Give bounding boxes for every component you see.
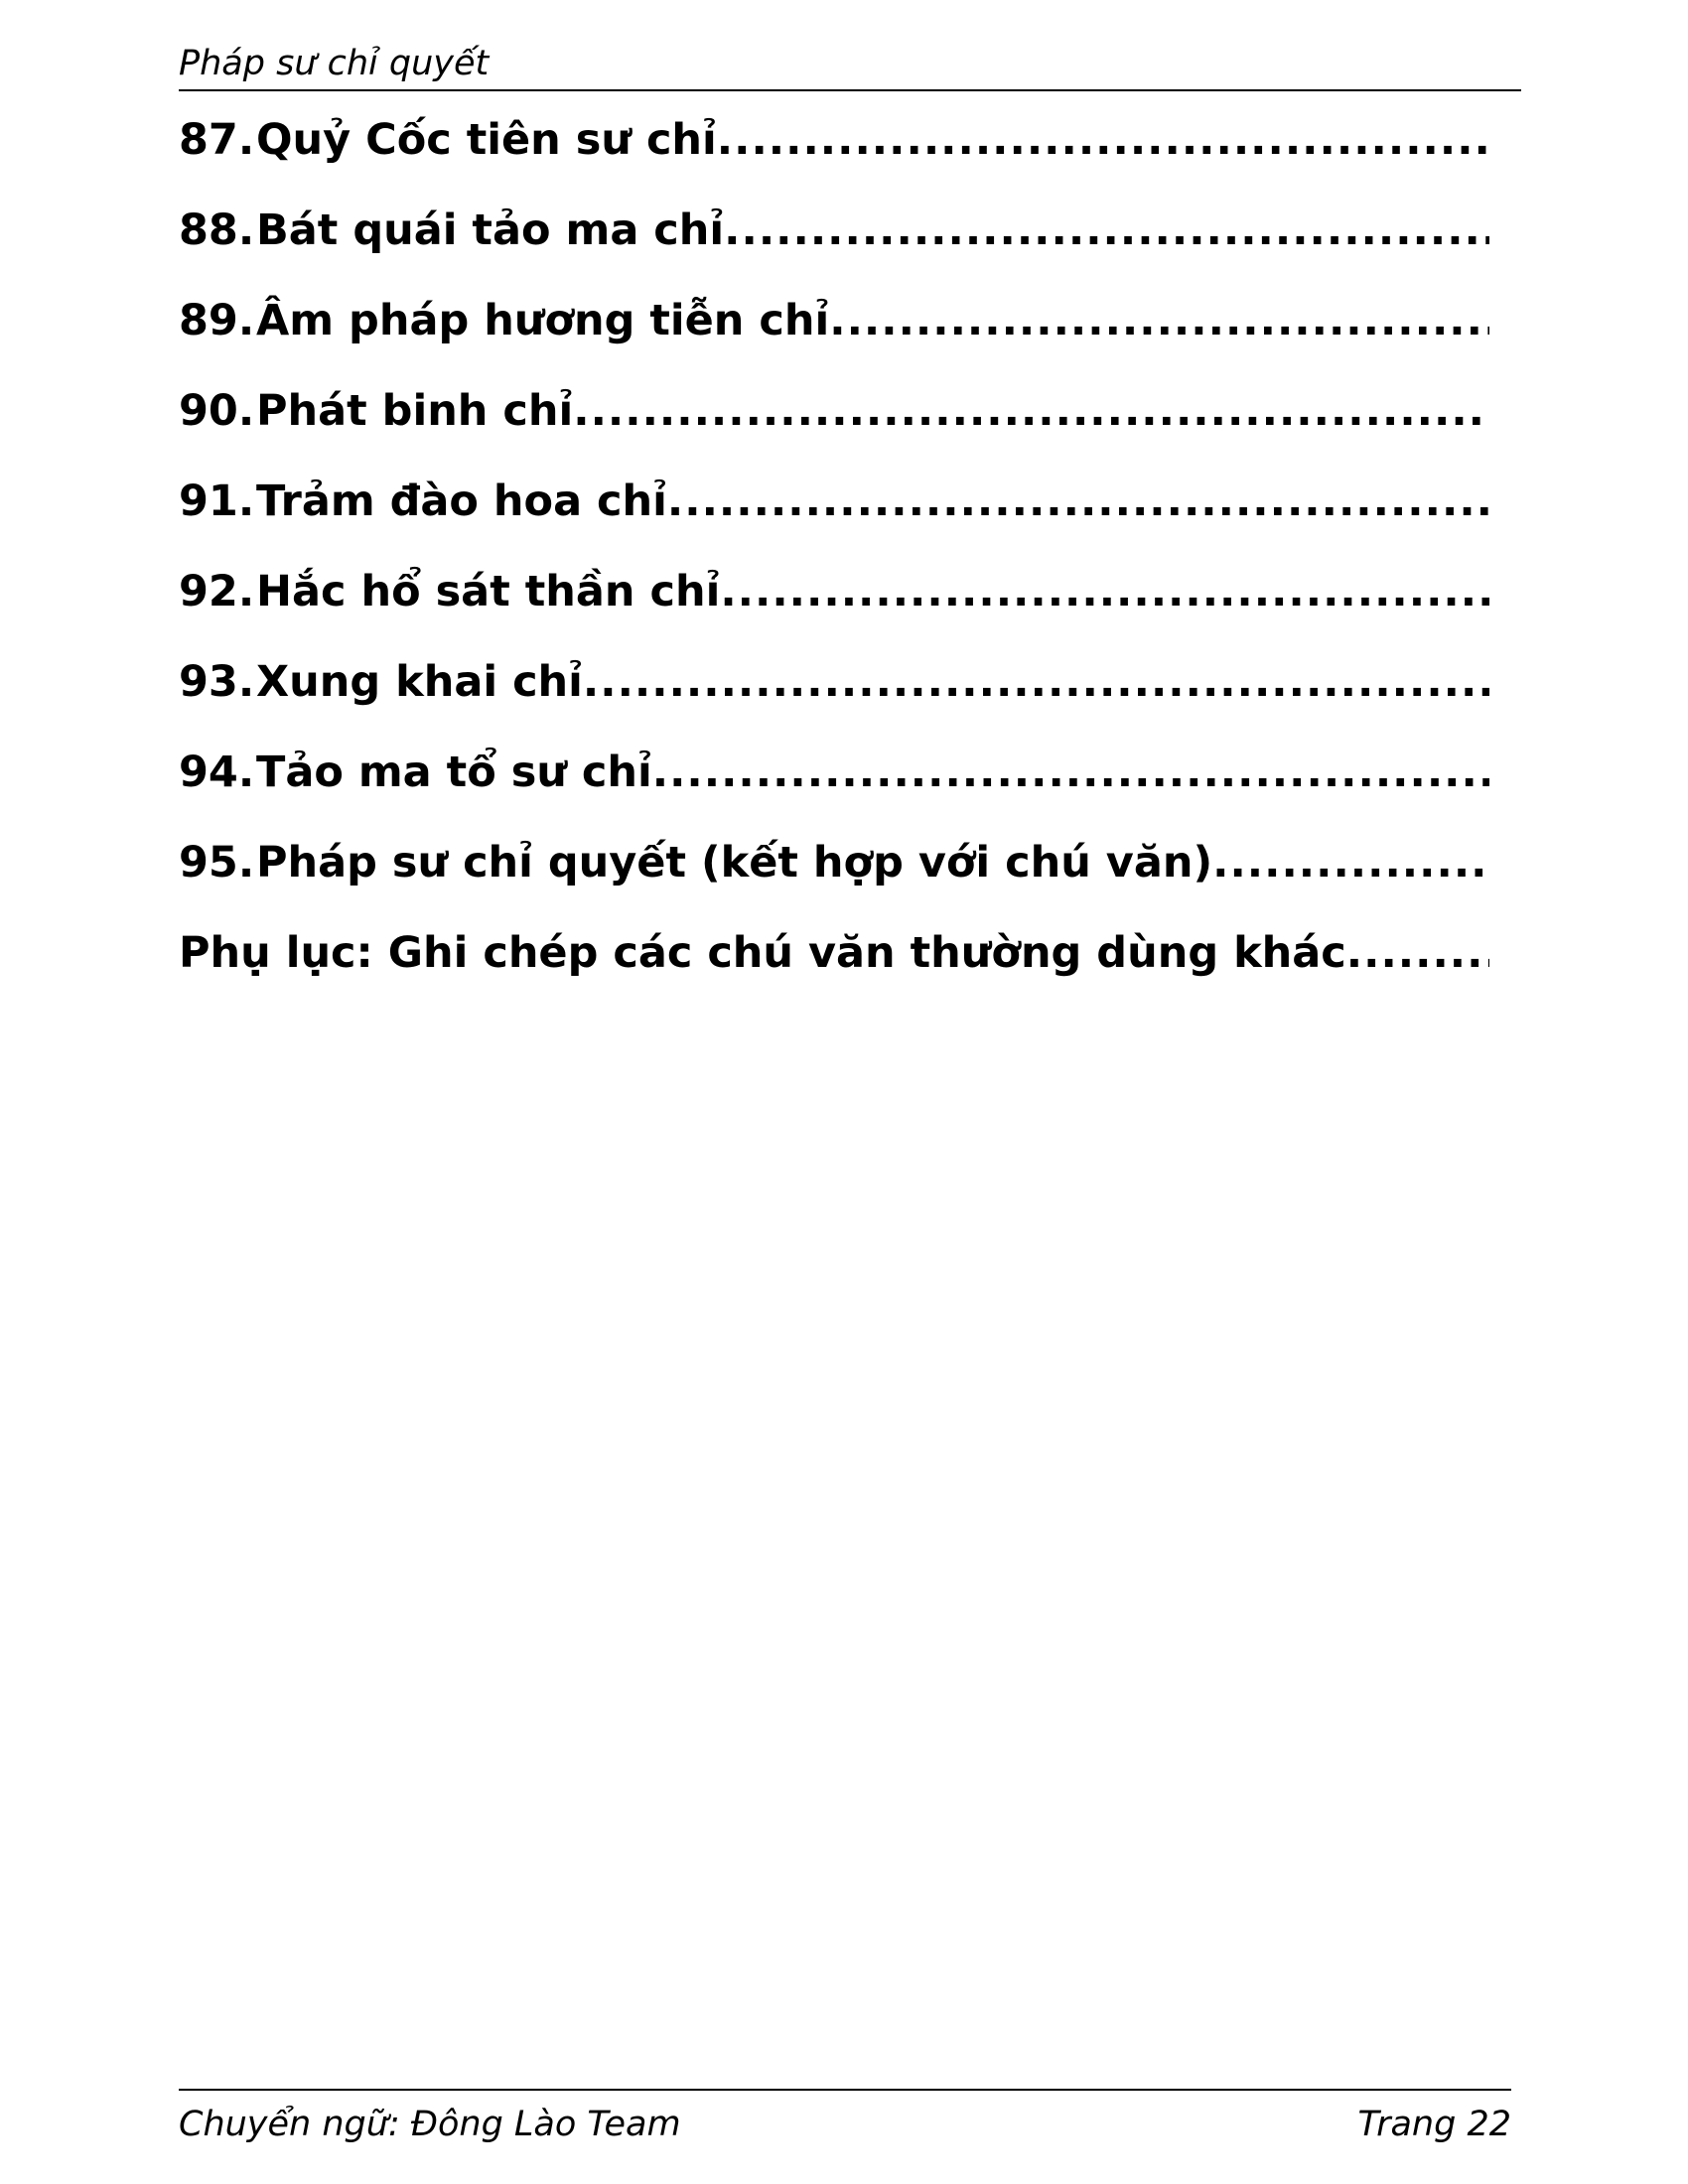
toc-entry[interactable] (179, 818, 1489, 908)
toc-entry[interactable] (179, 366, 1489, 457)
toc-entry[interactable] (179, 457, 1489, 547)
toc-entry[interactable] (179, 95, 1489, 186)
page-footer (179, 2089, 1511, 2150)
dot-leader (1212, 818, 1489, 908)
toc-entry-title: Quỷ Cốc tiên sư chỉ (256, 115, 717, 165)
page-number: Trang 22 (1357, 2105, 1511, 2144)
toc-appendix-entry[interactable] (179, 908, 1489, 999)
toc-entry-number: 87. (179, 115, 255, 165)
toc-entry-title: Pháp sư chỉ quyết (kết hợp với chú văn) (256, 838, 1213, 887)
table-of-contents (179, 95, 1489, 999)
toc-entry[interactable] (179, 186, 1489, 276)
toc-entry-title: Bát quái tảo ma chỉ (256, 205, 725, 255)
dot-leader (652, 728, 1489, 818)
toc-entry-number: 88. (179, 205, 255, 255)
dot-leader (724, 186, 1489, 276)
toc-entry[interactable] (179, 637, 1489, 728)
dot-leader (717, 95, 1489, 186)
toc-entry-number: 89. (179, 296, 255, 345)
toc-entry-title: Âm pháp hương tiễn chỉ (256, 296, 830, 345)
toc-entry[interactable] (179, 728, 1489, 818)
toc-appendix-title: Phụ lục: Ghi chép các chú văn thường dùng khác (179, 928, 1346, 978)
dot-leader (829, 276, 1489, 366)
toc-entry[interactable] (179, 547, 1489, 637)
dot-leader (583, 637, 1489, 728)
toc-entry-title: Trảm đào hoa chỉ (256, 477, 667, 526)
dot-leader (573, 366, 1489, 457)
toc-entry-title: Tảo ma tổ sư chỉ (256, 748, 652, 797)
dot-leader (1346, 908, 1489, 999)
toc-entry-number: 93. (179, 657, 255, 707)
translator-credit: Chuyển ngữ: Đông Lào Team (179, 2105, 681, 2144)
dot-leader (720, 547, 1489, 637)
toc-entry-number: 90. (179, 386, 255, 436)
page-header (179, 42, 1521, 91)
toc-entry-title: Xung khai chỉ (256, 657, 583, 707)
running-header-title: Pháp sư chỉ quyết (179, 44, 490, 83)
toc-entry-title: Phát binh chỉ (256, 386, 574, 436)
toc-entry-title: Hắc hổ sát thần chỉ (256, 567, 721, 616)
toc-entry-number: 94. (179, 748, 255, 797)
toc-entry-number: 91. (179, 477, 255, 526)
dot-leader (667, 457, 1489, 547)
toc-entry-number: 92. (179, 567, 255, 616)
toc-entry-number: 95. (179, 838, 255, 887)
toc-entry[interactable] (179, 276, 1489, 366)
